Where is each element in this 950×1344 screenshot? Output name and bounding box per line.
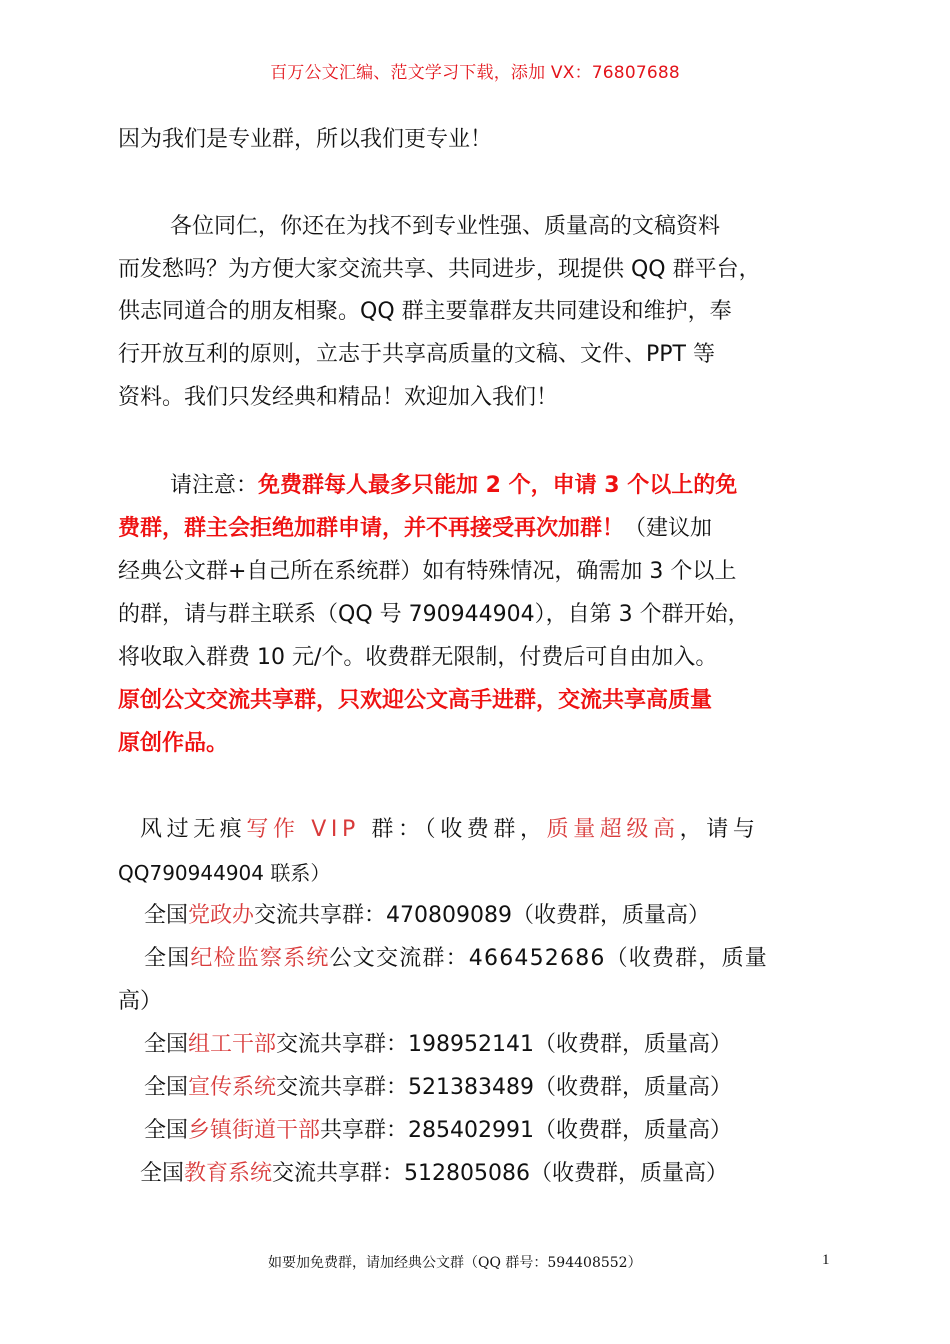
group-suffix: 交流共享群：512805086（收费群，质量高） xyxy=(272,1161,729,1186)
group-suffix: 交流共享群：470809089（收费群，质量高） xyxy=(254,903,711,928)
notice-line xyxy=(118,514,712,544)
group-item xyxy=(140,1159,728,1189)
notice-emphasis-line: 原创公文交流共享群，只欢迎公文高手进群，交流共享高质量 xyxy=(118,688,713,713)
group-suffix: 公文交流群：466452686（收费群，质量 xyxy=(329,946,768,971)
notice-line xyxy=(170,471,737,501)
notice-text: （建议加 xyxy=(624,516,713,541)
notice-line: 的群，请与群主联系（QQ 号 790944904），自第 3 个群开始， xyxy=(118,602,750,627)
group-item xyxy=(144,1073,732,1103)
notice-line: 将收取入群费 10 元/个。收费群无限制，付费后可自由加入。 xyxy=(118,645,718,670)
group-prefix: 全国 xyxy=(140,1161,185,1186)
vip-group-contact: QQ790944904 联系） xyxy=(118,861,331,885)
intro-title: 因为我们是专业群，所以我们更专业！ xyxy=(118,127,493,152)
group-suffix: 交流共享群：521383489（收费群，质量高） xyxy=(276,1075,733,1100)
vip-group-line xyxy=(140,815,759,845)
vip-middle: 群：（收费群， xyxy=(359,817,547,842)
group-highlight: 宣传系统 xyxy=(188,1075,277,1100)
paragraph-line: 行开放互利的原则，立志于共享高质量的文稿、文件、PPT 等 xyxy=(118,342,715,367)
notice-emphasis: 费群，群主会拒绝加群申请，并不再接受再次加群！ xyxy=(118,516,625,541)
notice-emphasis: 免费群每人最多只能加 2 个，申请 3 个以上的免 xyxy=(258,473,738,498)
footer-text: 如要加免费群，请加经典公文群（QQ 群号：594408552） xyxy=(268,1255,642,1271)
group-item xyxy=(144,1116,732,1146)
vip-highlight2: 质量超级高 xyxy=(546,817,680,842)
notice-label: 请注意： xyxy=(170,473,259,498)
group-highlight: 乡镇街道干部 xyxy=(188,1118,321,1143)
group-suffix: 共享群：285402991（收费群，质量高） xyxy=(320,1118,733,1143)
paragraph-line: 供志同道合的朋友相聚。QQ 群主要靠群友共同建设和维护，奉 xyxy=(118,299,732,324)
vip-highlight: 写作 VIP xyxy=(246,817,360,842)
notice-line: 经典公文群+自己所在系统群）如有特殊情况，确需加 3 个以上 xyxy=(118,559,737,584)
header-banner: 百万公文汇编、范文学习下载，添加 VX：76807688 xyxy=(270,63,680,83)
group-prefix: 全国 xyxy=(144,903,189,928)
group-item xyxy=(144,1030,732,1060)
group-highlight: 组工干部 xyxy=(188,1032,277,1057)
group-item-wrap: 高） xyxy=(118,989,163,1014)
group-item xyxy=(144,944,768,974)
vip-prefix: 风过无痕 xyxy=(140,817,247,842)
group-highlight: 党政办 xyxy=(188,903,255,928)
group-highlight: 教育系统 xyxy=(184,1161,273,1186)
page-number: 1 xyxy=(822,1252,830,1268)
group-item xyxy=(144,901,710,931)
group-prefix: 全国 xyxy=(144,1075,189,1100)
group-highlight: 纪检监察系统 xyxy=(190,946,330,971)
paragraph-line: 各位同仁，你还在为找不到专业性强、质量高的文稿资料 xyxy=(170,214,721,239)
group-suffix: 交流共享群：198952141（收费群，质量高） xyxy=(276,1032,733,1057)
paragraph-line: 而发愁吗？为方便大家交流共享、共同进步，现提供 QQ 群平台， xyxy=(118,257,761,282)
notice-emphasis-line: 原创作品。 xyxy=(118,731,229,756)
group-prefix: 全国 xyxy=(144,1032,189,1057)
vip-suffix: ，请与 xyxy=(679,817,760,842)
group-prefix: 全国 xyxy=(144,1118,189,1143)
group-prefix: 全国 xyxy=(144,946,191,971)
paragraph-line: 资料。我们只发经典和精品！欢迎加入我们！ xyxy=(118,385,559,410)
